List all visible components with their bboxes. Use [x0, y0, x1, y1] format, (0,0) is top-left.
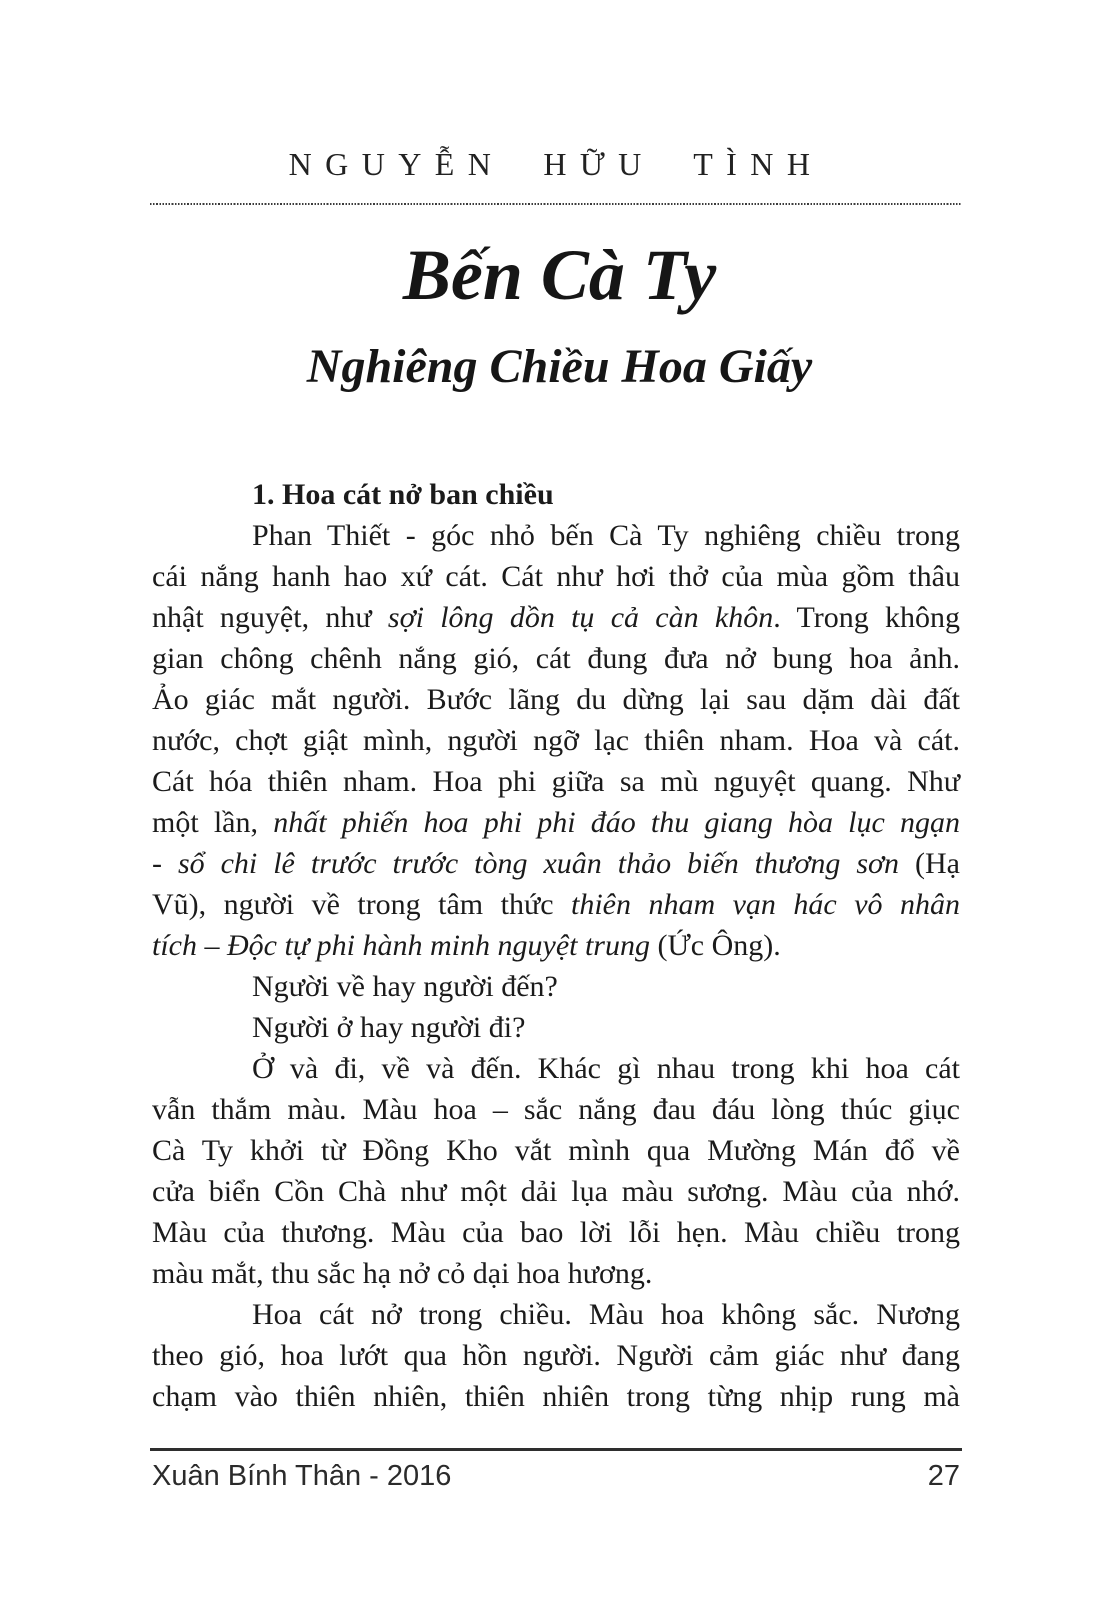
- paragraph: [152, 515, 960, 966]
- text-segment: Cà Ty khởi từ Đồng Kho vắt mình qua Mường Mán đổ về: [152, 1134, 960, 1167]
- text-line: [152, 720, 960, 761]
- text-line: [152, 597, 960, 638]
- text-segment: cửa biển Cồn Chà như một dải lụa màu sương. Màu của nhớ.: [152, 1175, 960, 1208]
- footer-rule: [150, 1448, 962, 1451]
- text-line: [152, 843, 960, 884]
- paragraph: [152, 1294, 960, 1417]
- text-line: [152, 966, 960, 1007]
- footer-edition: Xuân Bính Thân - 2016: [152, 1460, 452, 1492]
- section-heading: 1. Hoa cát nở ban chiều: [252, 478, 554, 511]
- text-line: [152, 761, 960, 802]
- text-segment: nhật nguyệt, như: [152, 601, 388, 634]
- text-line: [152, 1130, 960, 1171]
- paragraph: [152, 1007, 960, 1048]
- page-body: [152, 474, 960, 1417]
- text-line: [152, 802, 960, 843]
- text-line: [152, 1007, 960, 1048]
- text-segment: Cát hóa thiên nham. Hoa phi giữa sa mù nguyệt quang. Như: [152, 765, 960, 798]
- italic-text-segment: - sổ chi lê trước trước tòng xuân thảo biến thương sơn: [152, 847, 900, 880]
- text-segment: vẫn thắm màu. Màu hoa – sắc nắng đau đáu lòng thúc giục: [152, 1093, 960, 1126]
- footer-page-number: 27: [927, 1460, 960, 1492]
- text-line: [152, 1212, 960, 1253]
- text-segment: một lần,: [152, 806, 274, 839]
- text-line: [152, 1089, 960, 1130]
- text-line: [152, 1171, 960, 1212]
- text-segment: Màu của thương. Màu của bao lời lỗi hẹn. Màu chiều trong: [152, 1216, 960, 1249]
- text-line: [152, 1294, 960, 1335]
- text-line: [152, 1048, 960, 1089]
- text-line: [152, 556, 960, 597]
- text-segment: Người ở hay người đi?: [252, 1011, 526, 1044]
- text-line: [152, 1335, 960, 1376]
- italic-text-segment: thiên nham vạn hác vô nhân: [571, 888, 960, 921]
- text-segment: . Trong không: [773, 601, 961, 634]
- article-subtitle: Nghiêng Chiều Hoa Giấy: [306, 340, 813, 393]
- text-segment: gian chông chênh nắng gió, cát đung đưa nở bung hoa ảnh.: [152, 642, 960, 675]
- text-segment: cái nắng hanh hao xứ cát. Cát như hơi thở của mùa gồm thâu: [152, 560, 960, 593]
- text-segment: theo gió, hoa lướt qua hồn người. Người cảm giác như đang: [152, 1339, 960, 1372]
- italic-text-segment: tích – Độc tự phi hành minh nguyệt trung: [152, 929, 650, 962]
- text-segment: nước, chợt giật mình, người ngỡ lạc thiên nham. Hoa và cát.: [152, 724, 960, 757]
- text-segment: Người về hay người đến?: [252, 970, 558, 1003]
- text-line: [152, 679, 960, 720]
- text-line: [152, 515, 960, 556]
- text-segment: chạm vào thiên nhiên, thiên nhiên trong từng nhịp rung mà: [152, 1380, 960, 1413]
- italic-text-segment: nhất phiến hoa phi phi đáo thu giang hòa lục ngạn: [273, 806, 960, 839]
- text-segment: Vũ), người về trong tâm thức: [152, 888, 572, 921]
- text-line: [152, 638, 960, 679]
- text-line: [152, 1376, 960, 1417]
- body-paragraphs: [152, 515, 960, 1417]
- text-segment: (Ức Ông).: [649, 929, 781, 962]
- text-segment: Ảo giác mắt người. Bước lãng du dừng lại sau dặm dài đất: [152, 683, 960, 716]
- text-line: [152, 925, 960, 966]
- header-rule: [150, 203, 962, 205]
- italic-text-segment: sợi lông dồn tụ cả càn khôn: [387, 601, 774, 634]
- running-header-author: NGUYỄN HỮU TÌNH: [288, 146, 824, 182]
- text-line: [152, 884, 960, 925]
- text-segment: Hoa cát nở trong chiều. Màu hoa không sắc. Nương: [252, 1298, 960, 1331]
- paragraph: [152, 966, 960, 1007]
- text-line: [152, 1253, 960, 1294]
- paragraph: [152, 1048, 960, 1294]
- text-segment: Phan Thiết - góc nhỏ bến Cà Ty nghiêng chiều trong: [252, 519, 960, 552]
- article-title: Bến Cà Ty: [402, 235, 717, 315]
- page-footer: [152, 1460, 960, 1493]
- text-segment: màu mắt, thu sắc hạ nở cỏ dại hoa hương.: [152, 1257, 653, 1290]
- text-segment: (Hạ: [899, 847, 960, 880]
- text-segment: Ở và đi, về và đến. Khác gì nhau trong khi hoa cát: [252, 1052, 960, 1085]
